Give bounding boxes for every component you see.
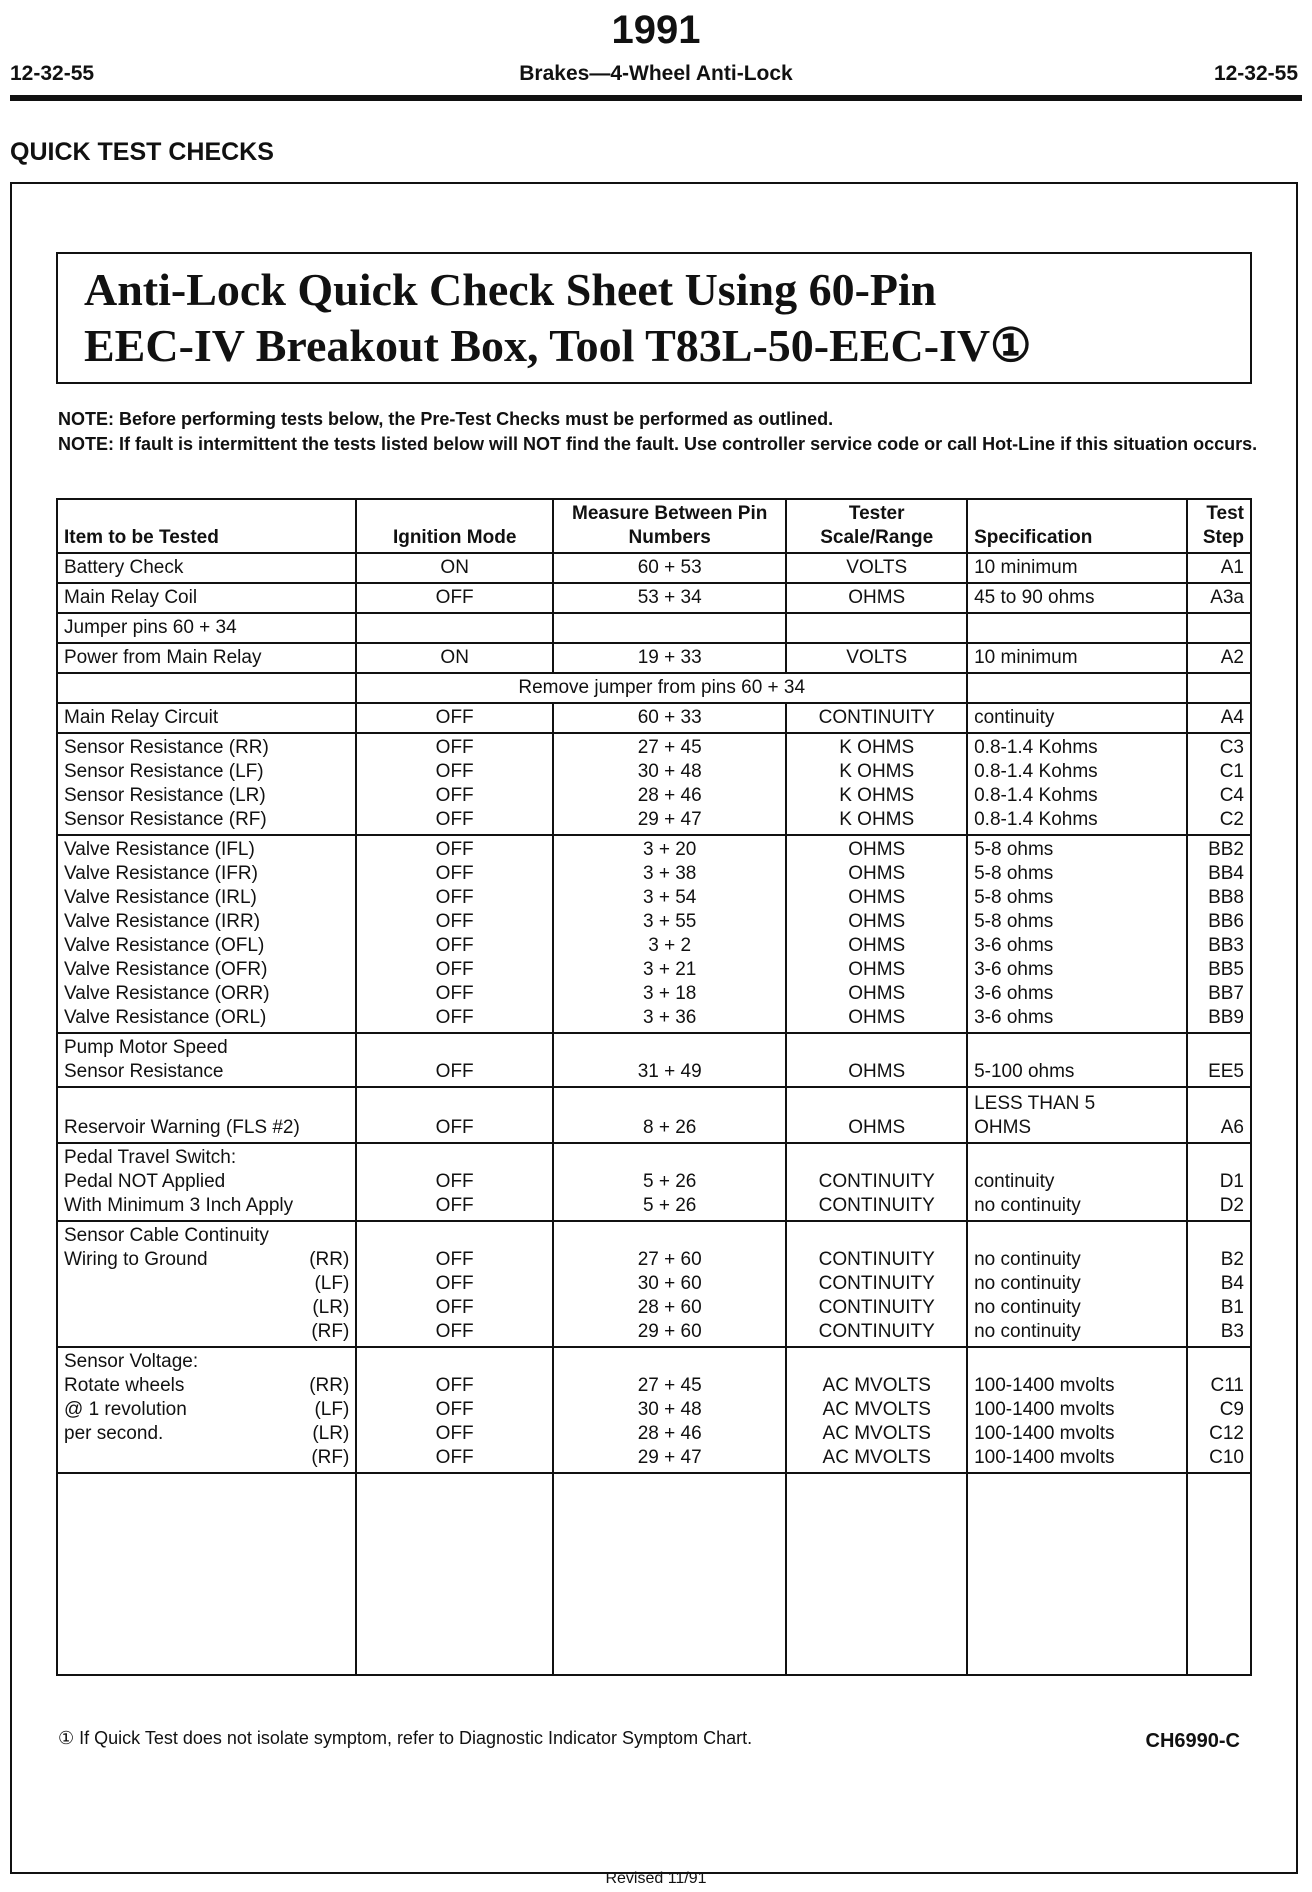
table-row-sensor-resistance — [57, 733, 1251, 835]
header-rule — [10, 95, 1302, 101]
ignition-cell — [356, 613, 553, 643]
section-title: Brakes—4-Wheel Anti-Lock — [519, 62, 793, 85]
scale-cell: OHMS — [786, 583, 967, 613]
step-cell: EE5 — [1187, 1033, 1251, 1087]
notes — [58, 408, 1258, 458]
pins-cell — [553, 613, 786, 643]
ignition-cell: OFF — [356, 703, 553, 733]
step-cell: A1 — [1187, 553, 1251, 583]
step-cell — [1187, 673, 1251, 703]
ignition-cell: OFF OFF OFF OFF — [356, 1347, 553, 1473]
spec-cell: continuity no continuity — [967, 1143, 1187, 1221]
ignition-cell: ON — [356, 553, 553, 583]
table-row-pedal-switch — [57, 1143, 1251, 1221]
scale-cell: CONTINUITY CONTINUITY — [786, 1143, 967, 1221]
header-spec: Specification — [967, 499, 1187, 553]
scale-cell: K OHMS K OHMS K OHMS K OHMS — [786, 733, 967, 835]
spec-cell: 100-1400 mvolts 100-1400 mvolts 100-1400 mvolts 100-1400 mvolts — [967, 1347, 1187, 1473]
item-cell: Jumper pins 60 + 34 — [57, 613, 356, 643]
scale-cell: OHMS — [786, 1087, 967, 1143]
item-cell — [57, 673, 356, 703]
header-pins: Measure Between Pin Numbers — [553, 499, 786, 553]
note-pretest: NOTE: Before performing tests below, the Pre-Test Checks must be performed as outlined. — [58, 409, 834, 429]
scale-cell: OHMS OHMS OHMS OHMS OHMS OHMS OHMS OHMS — [786, 835, 967, 1033]
table-header-row — [57, 499, 1251, 553]
step-cell: A6 — [1187, 1087, 1251, 1143]
scale-cell: VOLTS — [786, 643, 967, 673]
pins-cell: 5 + 26 5 + 26 — [553, 1143, 786, 1221]
item-cell: Main Relay Circuit — [57, 703, 356, 733]
pins-cell: 27 + 60 30 + 60 28 + 60 29 + 60 — [553, 1221, 786, 1347]
scale-cell: VOLTS — [786, 553, 967, 583]
spec-cell: continuity — [967, 703, 1187, 733]
pins-cell: 27 + 45 30 + 48 28 + 46 29 + 47 — [553, 733, 786, 835]
ignition-cell: ON — [356, 643, 553, 673]
scale-cell: OHMS — [786, 1033, 967, 1087]
item-cell: Main Relay Coil — [57, 583, 356, 613]
step-cell — [1187, 613, 1251, 643]
title-line-1: Anti-Lock Quick Check Sheet Using 60-Pin — [84, 264, 937, 315]
ignition-cell: OFF OFF OFF OFF OFF OFF OFF OFF — [356, 835, 553, 1033]
step-cell: A4 — [1187, 703, 1251, 733]
table-row — [57, 613, 1251, 643]
quick-check-table — [56, 498, 1252, 1676]
spec-cell: 10 minimum — [967, 553, 1187, 583]
ignition-cell: OFF — [356, 583, 553, 613]
step-cell: B2 B4 B1 B3 — [1187, 1221, 1251, 1347]
table-blank-area — [57, 1473, 1251, 1675]
header-ignition: Ignition Mode — [356, 499, 553, 553]
footnote: ① If Quick Test does not isolate symptom, refer to Diagnostic Indicator Symptom Chart. — [58, 1728, 753, 1748]
ignition-cell: OFF OFF — [356, 1143, 553, 1221]
scale-cell: AC MVOLTS AC MVOLTS AC MVOLTS AC MVOLTS — [786, 1347, 967, 1473]
header-item: Item to be Tested — [57, 499, 356, 553]
figure-id: CH6990-C — [1145, 1730, 1240, 1752]
title-box — [56, 252, 1252, 384]
scale-cell: CONTINUITY CONTINUITY CONTINUITY CONTINUITY — [786, 1221, 967, 1347]
step-cell: A2 — [1187, 643, 1251, 673]
table-row — [57, 583, 1251, 613]
note-intermittent: NOTE: If fault is intermittent the tests listed below will NOT find the fault. Use controller service code or call Hot-Line if this situation occurs. — [58, 434, 1258, 454]
item-cell: Sensor Resistance (RR) Sensor Resistance (LF) Sensor Resistance (LR) Sensor Resistance (RF) — [57, 733, 356, 835]
title-line-2: EEC-IV Breakout Box, Tool T83L-50-EEC-IV① — [84, 320, 1032, 371]
pins-cell: 27 + 45 30 + 48 28 + 46 29 + 47 — [553, 1347, 786, 1473]
item-cell: Pump Motor Speed Sensor Resistance — [57, 1033, 356, 1087]
spec-cell — [967, 673, 1187, 703]
step-cell: C11 C9 C12 C10 — [1187, 1347, 1251, 1473]
item-cell: Valve Resistance (IFL) Valve Resistance (IFR) Valve Resistance (IRL) Valve Resistance (IRR) Valve Resistance (OFL) Valve Resistance (OFR) Valve Resistance (ORR) Valve Resistance (ORL) — [57, 835, 356, 1033]
ignition-cell: OFF OFF OFF OFF — [356, 1221, 553, 1347]
page-year: 1991 — [611, 8, 701, 52]
table-row — [57, 703, 1251, 733]
item-cell: Reservoir Warning (FLS #2) — [57, 1087, 356, 1143]
item-cell: Battery Check — [57, 553, 356, 583]
spec-cell — [967, 613, 1187, 643]
item-cell: Power from Main Relay — [57, 643, 356, 673]
pins-cell: 53 + 34 — [553, 583, 786, 613]
spec-cell: 5-8 ohms 5-8 ohms 5-8 ohms 5-8 ohms 3-6 ohms 3-6 ohms 3-6 ohms 3-6 ohms — [967, 835, 1187, 1033]
ignition-cell: OFF — [356, 1033, 553, 1087]
ignition-cell: OFF — [356, 1087, 553, 1143]
spec-cell: 5-100 ohms — [967, 1033, 1187, 1087]
page-number-left: 12-32-55 — [10, 62, 95, 85]
pins-cell: 8 + 26 — [553, 1087, 786, 1143]
spec-cell: no continuity no continuity no continuity no continuity — [967, 1221, 1187, 1347]
remove-jumper-note: Remove jumper from pins 60 + 34 — [356, 673, 967, 703]
item-cell: Sensor Voltage: Rotate wheels (RR) @ 1 revolution (LF) per second. (LR) (RF) — [57, 1347, 356, 1473]
scale-cell — [786, 613, 967, 643]
header-scale: Tester Scale/Range — [786, 499, 967, 553]
scale-cell: CONTINUITY — [786, 703, 967, 733]
pins-cell: 3 + 20 3 + 38 3 + 54 3 + 55 3 + 2 3 + 21 3 + 18 3 + 36 — [553, 835, 786, 1033]
table-row-cable-continuity — [57, 1221, 1251, 1347]
step-cell: A3a — [1187, 583, 1251, 613]
step-cell: BB2 BB4 BB8 BB6 BB3 BB5 BB7 BB9 — [1187, 835, 1251, 1033]
pins-cell: 60 + 33 — [553, 703, 786, 733]
table-row-sensor-voltage — [57, 1347, 1251, 1473]
spec-cell: 0.8-1.4 Kohms 0.8-1.4 Kohms 0.8-1.4 Kohms 0.8-1.4 Kohms — [967, 733, 1187, 835]
step-cell: C3 C1 C4 C2 — [1187, 733, 1251, 835]
item-cell: Sensor Cable Continuity Wiring to Ground (RR) (LF) (LR) (RF) — [57, 1221, 356, 1347]
pins-cell: 60 + 53 — [553, 553, 786, 583]
pins-cell: 19 + 33 — [553, 643, 786, 673]
header-step: Test Step — [1187, 499, 1251, 553]
spec-cell: LESS THAN 5 OHMS — [967, 1087, 1187, 1143]
spec-cell: 45 to 90 ohms — [967, 583, 1187, 613]
table-row — [57, 673, 1251, 703]
table-row-pump-motor — [57, 1033, 1251, 1087]
step-cell: D1 D2 — [1187, 1143, 1251, 1221]
table-row — [57, 553, 1251, 583]
table-row — [57, 643, 1251, 673]
table-row-valve-resistance — [57, 835, 1251, 1033]
section-heading: QUICK TEST CHECKS — [10, 138, 274, 166]
pins-cell: 31 + 49 — [553, 1033, 786, 1087]
revised-date: Revised 11/91 — [605, 1870, 707, 1887]
item-cell: Pedal Travel Switch: Pedal NOT Applied With Minimum 3 Inch Apply — [57, 1143, 356, 1221]
spec-cell: 10 minimum — [967, 643, 1187, 673]
table-row-reservoir — [57, 1087, 1251, 1143]
ignition-cell: OFF OFF OFF OFF — [356, 733, 553, 835]
page-number-right: 12-32-55 — [1213, 62, 1298, 85]
